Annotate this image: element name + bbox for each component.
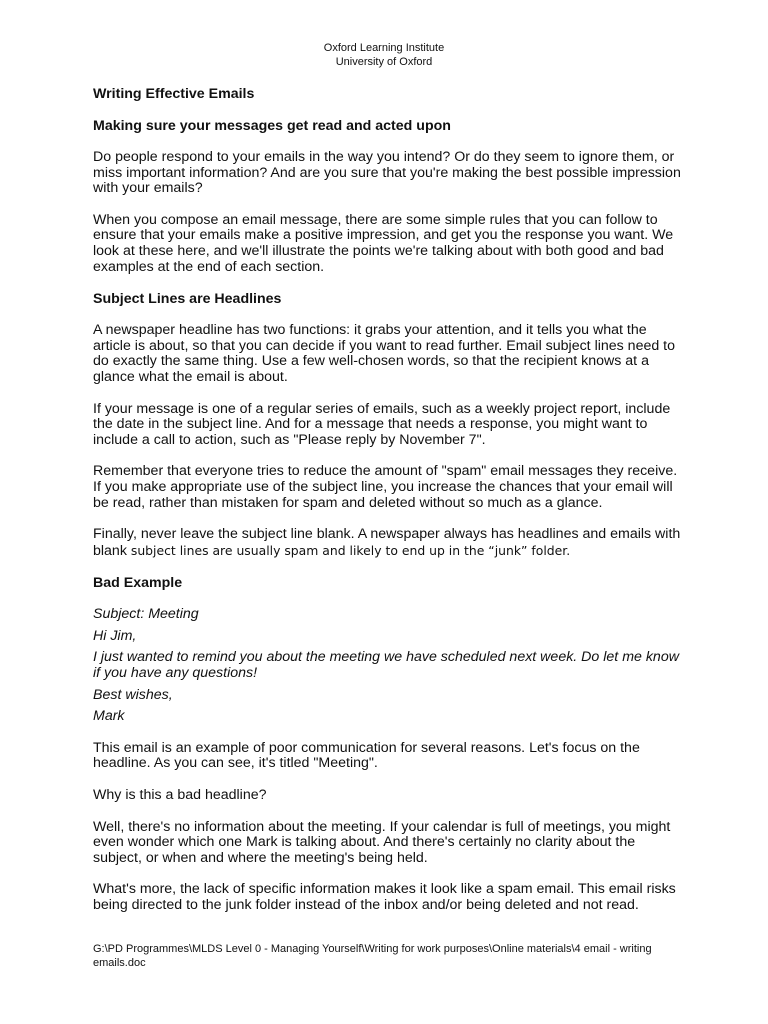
section-heading-subject-lines: Subject Lines are Headlines [93,291,282,308]
example-greeting: Hi Jim, [93,627,137,644]
example-subject: Subject: Meeting [93,606,199,623]
example-name: Mark [93,708,125,725]
document-header [0,41,768,69]
analysis-paragraph-4: What's more, the lack of specific information makes it look like a spam email. This email risks being directed to the junk folder instead of the inbox and/or being deleted and not read. [93,881,676,913]
section1-paragraph-1: A newspaper headline has two functions: it grabs your attention, and it tells you what the article is about, so that you can decide if you want to read further. Email subject lines need to do exactly the same thing. Use a few well-chosen words, so that the recipient knows at a glance what the email is about. [93,322,676,385]
intro-paragraph-1: Do people respond to your emails in the way you intend? Or do they seem to ignore them, or miss important information? And are you sure that you're making the best possible impression with your emails? [93,149,681,197]
document-subtitle: Making sure your messages get read and acted upon [93,118,451,134]
example-signoff: Best wishes, [93,686,173,703]
section1-paragraph-final [93,527,683,559]
document-body [93,86,683,914]
section-heading-bad-example: Bad Example [93,575,183,592]
header-university: University of Oxford [335,56,433,68]
final-paragraph-start: Finally, never leave the subject line blank. A newspaper always has headlines and emails with blank [93,526,681,559]
section1-paragraph-3: Remember that everyone tries to reduce the amount of "spam" email messages they receive. If you make appropriate use of the subject line, you increase the chances that your email will be read, rather than mistaken for spam and deleted without so much as a glance. [93,463,678,511]
example-body: I just wanted to remind you about the meeting we have scheduled next week. Do let me know if you have any questions! [93,649,679,682]
header-institute: Oxford Learning Institute [323,42,445,54]
intro-paragraph-2: When you compose an email message, there are some simple rules that you can follow to ensure that your emails make a positive impression, and get you the response you want. We look at these here, and we'll illustrate the points we're talking about with both good and bad examples at the end of each section. [93,211,674,275]
document-title: Writing Effective Emails [93,86,255,102]
final-paragraph-end: subject lines are usually spam and likely to end up in the “junk” folder. [126,542,571,558]
analysis-paragraph-3: Well, there's no information about the meeting. If your calendar is full of meetings, you might even wonder which one Mark is talking about. And there's certainly no clarity about the subject, or when and where the meeting's being held. [93,818,671,866]
bad-example-email [93,607,683,725]
document-footer-path: G:\PD Programmes\MLDS Level 0 - Managing Yourself\Writing for work purposes\Online materials\4 email - writing emails.doc [93,943,652,969]
section1-paragraph-2: If your message is one of a regular series of emails, such as a weekly project report, include the date in the subject line. And for a message that needs a response, you might want to include a call to action, such as "Please reply by November 7". [93,400,671,448]
analysis-paragraph-2: Why is this a bad headline? [93,787,267,804]
analysis-paragraph-1: This email is an example of poor communication for several reasons. Let's focus on the headline. As you can see, it's titled "Meeting". [93,739,640,772]
